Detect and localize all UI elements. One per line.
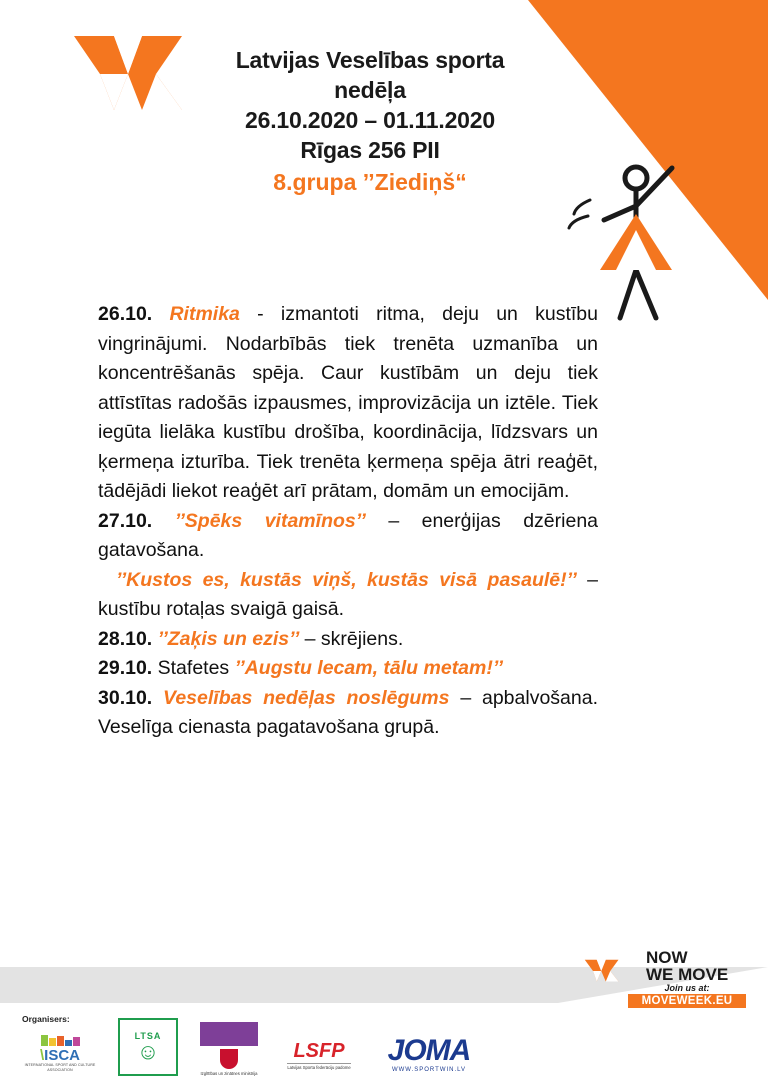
entry-highlight-ritmika: Ritmika bbox=[169, 303, 240, 325]
entry-text-kustos: – kustību rotaļas svaigā gaisā. bbox=[98, 568, 599, 620]
header-title-line2: nedēļa bbox=[334, 77, 406, 103]
entry-highlight-speks: ’’Spēks vitamīnos’’ bbox=[174, 509, 366, 532]
program-content bbox=[98, 300, 598, 743]
joma-word: JOMA bbox=[387, 1034, 471, 1067]
entry-text-28: – skrējiens. bbox=[299, 627, 404, 650]
document-header bbox=[150, 45, 590, 199]
lsfp-word: LSFP bbox=[293, 1040, 345, 1062]
ltsa-figure-icon: ☺ bbox=[136, 1039, 160, 1064]
program-entry-27-10 bbox=[98, 507, 598, 566]
ministry-caption: Izglītības un zinātnes ministrija bbox=[200, 1071, 258, 1076]
logo-isca bbox=[18, 1032, 102, 1076]
nwm-line2: WE MOVE bbox=[646, 965, 729, 984]
header-institution: Rīgas 256 PII bbox=[300, 137, 440, 163]
entry-highlight-nosleg: Veselības nedēļas noslēgums bbox=[163, 686, 450, 709]
isca-bars-icon bbox=[41, 1035, 80, 1046]
entry-date-27: 27.10. bbox=[98, 509, 153, 532]
entry-highlight-augstu: ’’Augstu lecam, tālu metam!’’ bbox=[234, 657, 503, 679]
joma-subtitle: WWW.SPORTWIN.LV bbox=[391, 1067, 467, 1073]
organisers-label: Organisers: bbox=[22, 1014, 70, 1024]
header-title-line1: Latvijas Veselības sporta bbox=[235, 47, 505, 73]
logo-ministry bbox=[194, 1018, 264, 1076]
program-entry-30-10 bbox=[98, 684, 598, 743]
logo-joma bbox=[374, 1034, 484, 1076]
header-group: 8.grupa ’’Ziediņš“ bbox=[273, 169, 467, 195]
entry-date-26: 26.10. bbox=[98, 303, 153, 325]
logo-ltsa bbox=[118, 1018, 178, 1076]
entry-date-28: 28.10. bbox=[98, 627, 153, 650]
program-entry-26-10 bbox=[98, 300, 598, 507]
entry-text-29-pre: Stafetes bbox=[152, 657, 235, 679]
isca-subtitle: INTERNATIONAL SPORT AND CULTURE ASSOCIATION bbox=[24, 1063, 96, 1072]
lsfp-subtitle: Latvijas Sporta federāciju padome bbox=[287, 1065, 351, 1070]
logo-lsfp bbox=[280, 1036, 358, 1076]
isca-word: ISCA bbox=[44, 1047, 80, 1064]
nowwemove-wordmark bbox=[646, 949, 746, 983]
moveweek-url-badge bbox=[628, 983, 746, 1008]
program-entry-28-10 bbox=[98, 625, 598, 655]
entry-text-30: – apbalvošana. Veselīga cienasta pagatavošana grupā. bbox=[98, 686, 598, 738]
moveweek-url: MOVEWEEK.EU bbox=[628, 994, 746, 1008]
ministry-purple-band bbox=[200, 1022, 258, 1046]
join-us-label: Join us at: bbox=[664, 983, 710, 993]
entry-date-30: 30.10. bbox=[98, 686, 153, 709]
ltsa-word: LTSA bbox=[134, 1031, 162, 1041]
isca-wordmark: \ISCA bbox=[39, 1047, 80, 1064]
nwm-line1: NOW bbox=[646, 948, 688, 967]
entry-date-29: 29.10. bbox=[98, 657, 153, 679]
entry-highlight-kustos: ’’Kustos es, kustās viņš, kustās visā pasaulē!’’ bbox=[116, 568, 577, 591]
organiser-logos bbox=[18, 1018, 484, 1076]
ministry-crest-icon bbox=[220, 1049, 238, 1069]
document-footer bbox=[0, 926, 768, 1086]
entry-text-27: – enerģijas dzēriena gatavošana. bbox=[98, 509, 599, 561]
program-entry-kustos bbox=[98, 566, 598, 625]
program-entry-29-10 bbox=[98, 654, 598, 684]
header-dates: 26.10.2020 – 01.11.2020 bbox=[245, 107, 495, 133]
entry-text-26: - izmantoti ritma, deju un kustību vingrinājumi. Nodarbībās tiek trenēta uzmanība un koncentrēšanās spēja. Caur kustībām un deju tiek attīstītas radošās izpausmes, improvizācija un iztēle. Tiek iegūta lielāka kustību drošība, koordinācija, līdzsvars un ķermeņa izturība. Tiek trenēta ķermeņa spēja ātri reaģēt, tādējādi liekot reaģēt arī prātam, domām un emocijām. bbox=[98, 303, 598, 502]
entry-highlight-zakis: ’’Zaķis un ezis’’ bbox=[157, 627, 300, 650]
